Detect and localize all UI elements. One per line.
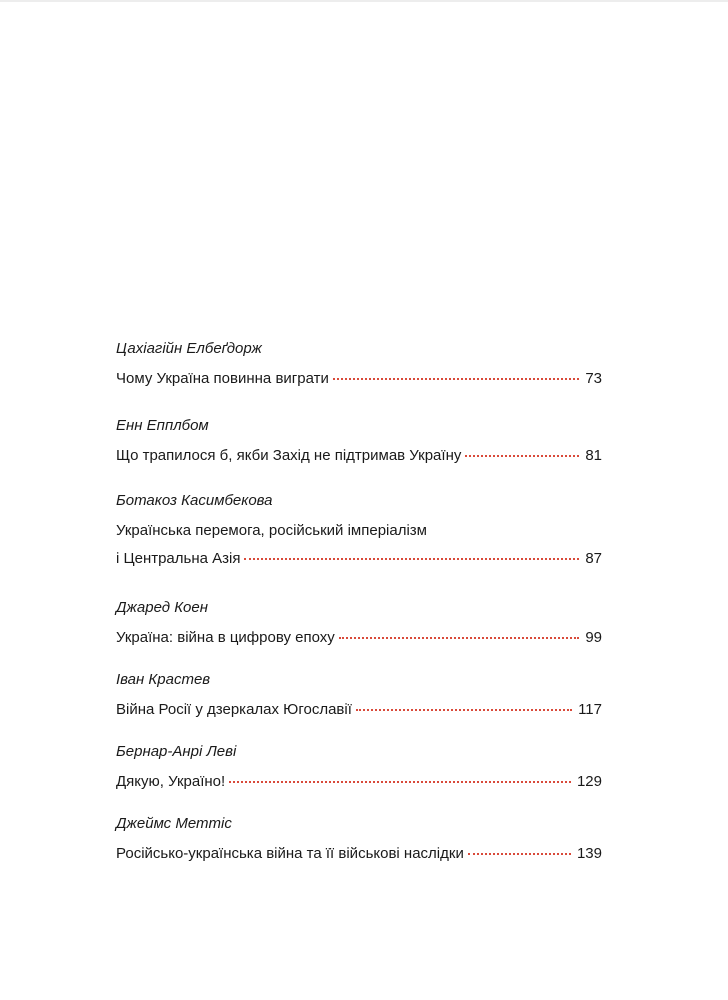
toc-author: Ботакоз Касимбекова bbox=[116, 492, 273, 509]
toc-title: Війна Росії у дзеркалах Югославії bbox=[116, 701, 352, 718]
dot-leader bbox=[356, 709, 572, 711]
toc-entry bbox=[116, 492, 602, 567]
toc-title: Що трапилося б, якби Захід не підтримав Україну bbox=[116, 447, 462, 464]
toc-author: Іван Крастев bbox=[116, 671, 211, 688]
toc-author: Енн Епплбом bbox=[116, 417, 209, 434]
toc-title-line[interactable] bbox=[116, 701, 602, 719]
dot-leader bbox=[339, 637, 580, 639]
table-of-contents bbox=[116, 340, 602, 860]
dot-leader bbox=[229, 781, 571, 783]
toc-title: Російсько-українська війна та її військові наслідки bbox=[116, 845, 464, 862]
dot-leader bbox=[468, 853, 571, 855]
dot-leader bbox=[244, 558, 579, 560]
page-top-edge bbox=[0, 0, 728, 2]
toc-page-number: 129 bbox=[576, 773, 602, 790]
toc-page-number: 73 bbox=[585, 370, 602, 387]
toc-title-line[interactable] bbox=[116, 629, 602, 647]
toc-entry bbox=[116, 417, 602, 462]
toc-title-line[interactable] bbox=[116, 550, 602, 568]
toc-title-line[interactable] bbox=[116, 447, 602, 465]
toc-page-number: 99 bbox=[585, 629, 602, 646]
toc-title: Дякую, Україно! bbox=[116, 773, 226, 790]
toc-title: і Центральна Азія bbox=[116, 550, 241, 567]
toc-entry bbox=[116, 671, 602, 716]
toc-page-number: 117 bbox=[578, 701, 602, 718]
toc-author: Джаред Коен bbox=[116, 599, 208, 616]
dot-leader bbox=[465, 455, 579, 457]
toc-title: Чому Україна повинна виграти bbox=[116, 370, 329, 387]
toc-entry bbox=[116, 599, 602, 644]
toc-page-number: 139 bbox=[576, 845, 602, 862]
dot-leader bbox=[333, 378, 579, 380]
toc-entry bbox=[116, 340, 602, 385]
toc-author: Цахіагійн Елбеґдорж bbox=[116, 340, 262, 357]
toc-page-number: 87 bbox=[585, 550, 602, 567]
toc-title-line[interactable] bbox=[116, 845, 602, 863]
toc-title-line[interactable] bbox=[116, 370, 602, 388]
toc-page-number: 81 bbox=[585, 447, 602, 464]
toc-title-line[interactable] bbox=[116, 773, 602, 791]
toc-author: Джеймс Меттіс bbox=[116, 815, 232, 832]
toc-entry bbox=[116, 743, 602, 788]
toc-title: Україна: війна в цифрову епоху bbox=[116, 629, 335, 646]
toc-title-line-first[interactable]: Українська перемога, російський імперіалізм bbox=[116, 522, 427, 539]
toc-author: Бернар-Анрі Леві bbox=[116, 743, 237, 760]
toc-entry bbox=[116, 815, 602, 860]
